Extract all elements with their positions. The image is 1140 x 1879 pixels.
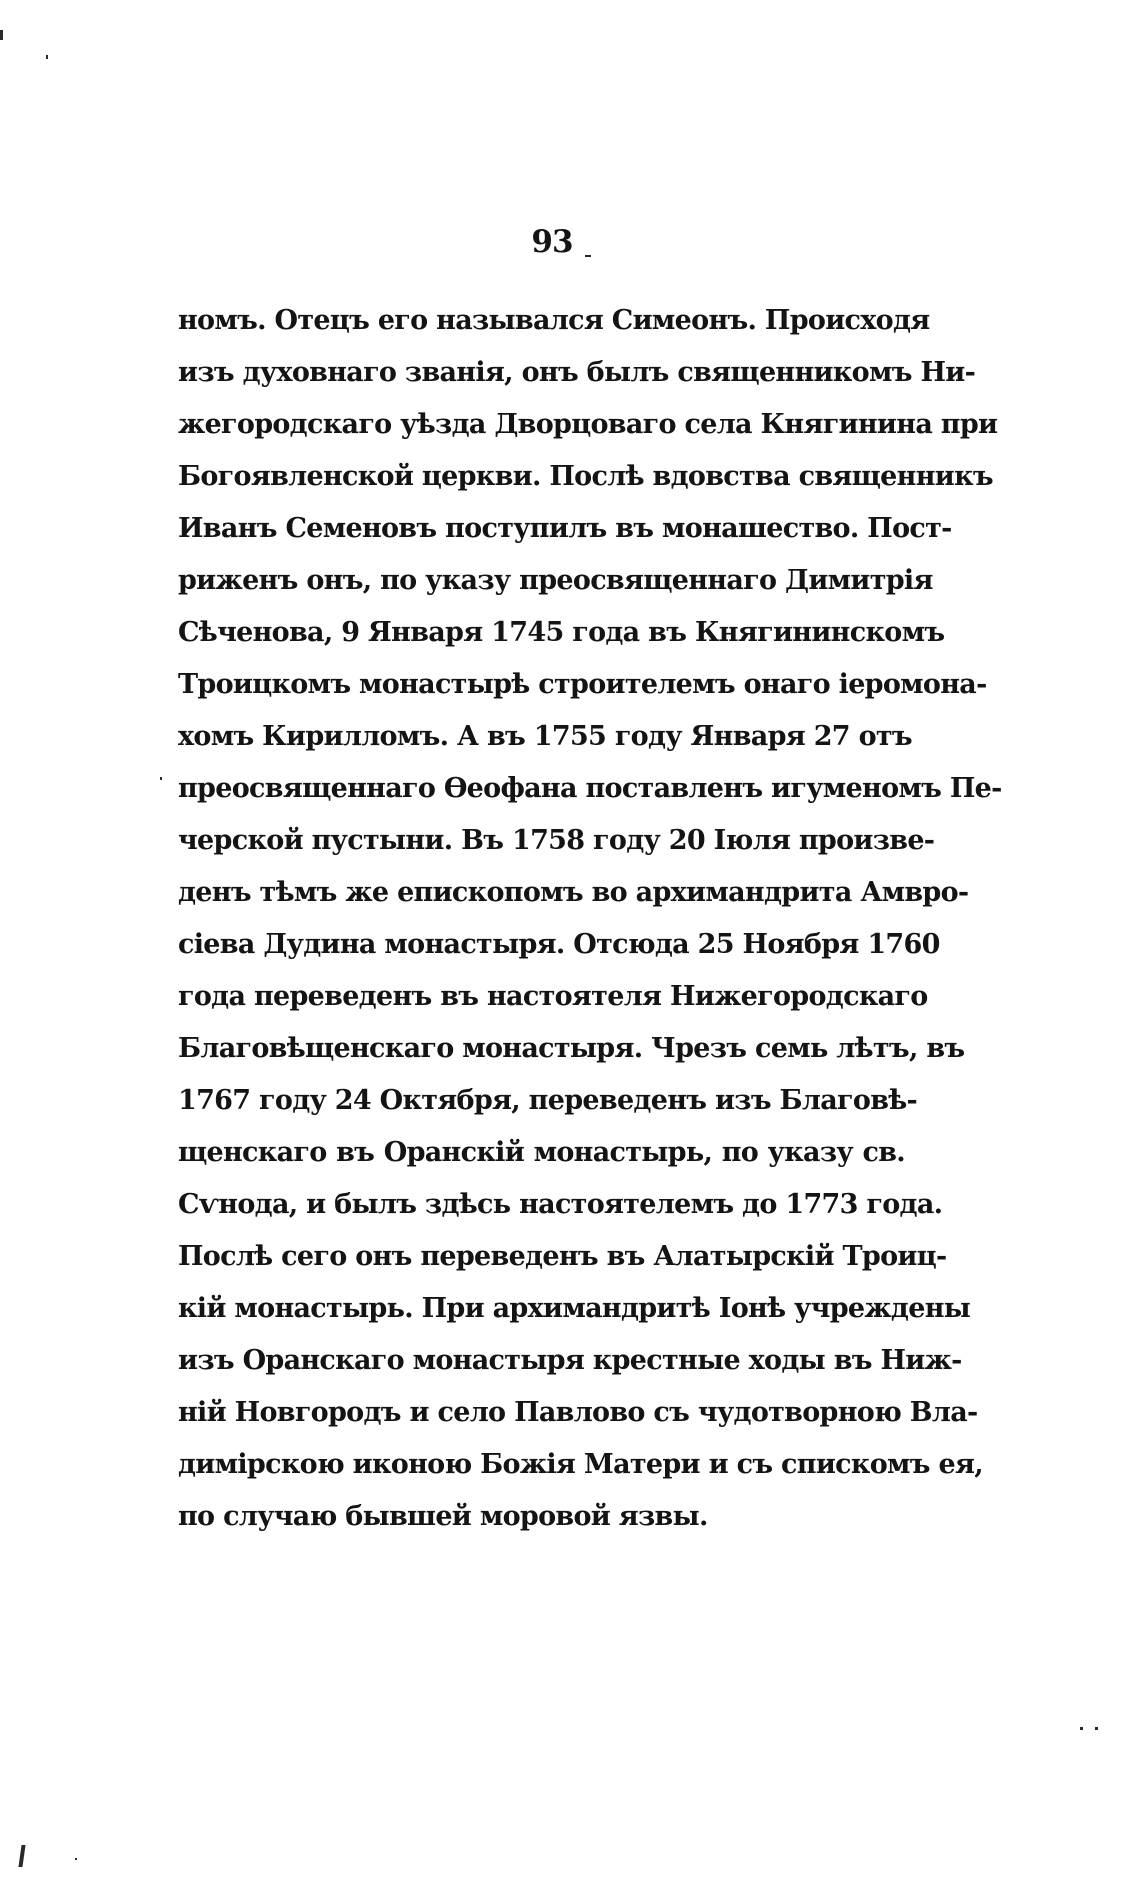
text-line-3: жегородскаго уѣзда Дворцоваго села Княгинина при [178,409,998,440]
text-line-6: риженъ онъ, по указу преосвященнаго Димитрія [178,565,933,596]
scan-speck [1080,1727,1083,1730]
text-line-2: изъ духовнаго званія, онъ былъ священникомъ Ни- [178,357,976,388]
scan-speck [160,777,162,780]
text-line-9: хомъ Кирилломъ. А въ 1755 году Января 27 отъ [178,721,912,752]
text-line-16: 1767 году 24 Октября, переведенъ изъ Благовѣ- [178,1085,918,1116]
text-line-17: щенскаго въ Оранскій монастырь, по указу св. [178,1137,905,1168]
text-line-7: Сѣченова, 9 Января 1745 года въ Княгининскомъ [178,617,945,648]
page-number: 93 [531,224,573,260]
body-text [178,295,1002,1543]
scan-speck [18,1845,25,1867]
scan-speck [75,1858,77,1860]
text-line-1: номъ. Отецъ его назывался Симеонъ. Происходя [178,305,930,336]
text-line-10: преосвященнаго Ѳеофана поставленъ игуменомъ Пе- [178,773,1002,804]
text-line-11: черской пустыни. Въ 1758 году 20 Іюля произве- [178,825,935,856]
text-line-18: Сѵнода, и былъ здѣсь настоятелемъ до 1773 года. [178,1189,943,1220]
scan-speck [46,55,48,59]
text-line-23: димірскою иконою Божія Матери и съ спискомъ ея, [178,1449,983,1480]
text-line-13: сіева Дудина монастыря. Отсюда 25 Ноября 1760 [178,929,940,960]
text-line-22: ній Новгородъ и село Павлово съ чудотворною Вла- [178,1397,978,1428]
text-line-12: денъ тѣмъ же епископомъ во архимандрита Амвро- [178,877,969,908]
scan-speck [585,255,591,257]
text-line-20: кій монастырь. При архимандритѣ Іонѣ учреждены [178,1293,971,1324]
text-line-24: по случаю бывшей моровой язвы. [178,1501,708,1532]
scan-speck [0,30,3,40]
text-line-21: изъ Оранскаго монастыря крестные ходы въ Ниж- [178,1345,962,1376]
text-line-5: Иванъ Семеновъ поступилъ въ монашество. Пост- [178,513,952,544]
text-line-4: Богоявленской церкви. Послѣ вдовства священникъ [178,461,993,492]
text-line-8: Троицкомъ монастырѣ строителемъ онаго іеромона- [178,669,987,700]
text-line-19: Послѣ сего онъ переведенъ въ Алатырскій Троиц- [178,1241,947,1272]
scan-speck [1095,1727,1098,1730]
text-line-14: года переведенъ въ настоятеля Нижегородскаго [178,981,928,1012]
text-line-15: Благовѣщенскаго монастыря. Чрезъ семь лѣтъ, въ [178,1033,965,1064]
